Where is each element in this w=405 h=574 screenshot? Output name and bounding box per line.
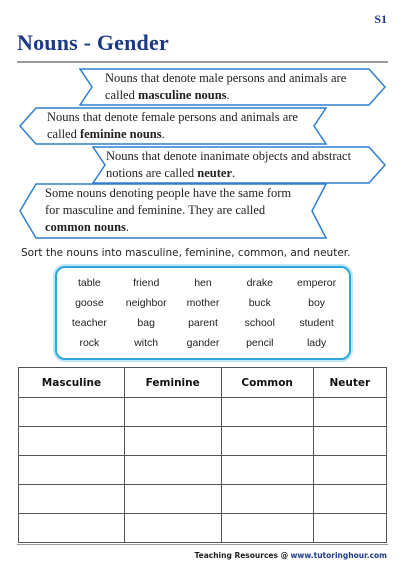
- word-bank-item: bag: [137, 317, 155, 329]
- answer-cell[interactable]: [124, 427, 221, 456]
- footer-label: Teaching Resources @: [194, 551, 289, 560]
- answer-cell[interactable]: [19, 456, 125, 485]
- word-bank-item: neighbor: [125, 297, 167, 309]
- page-code: S1: [374, 12, 387, 26]
- keyword-feminine-nouns: feminine nouns: [79, 127, 162, 141]
- word-bank-item: buck: [248, 297, 271, 309]
- answer-cell[interactable]: [221, 485, 313, 514]
- answer-cell[interactable]: [313, 427, 386, 456]
- table-row: [19, 398, 387, 427]
- word-bank-item: gander: [186, 337, 220, 349]
- sorting-table: [18, 367, 387, 543]
- definition-text: Nouns that denote female persons and animals are called feminine nouns.: [47, 110, 298, 141]
- word-bank-item: witch: [134, 337, 159, 349]
- answer-cell[interactable]: [221, 398, 313, 427]
- definition-banner-common: [19, 183, 328, 239]
- definition-banner-neuter: [92, 146, 387, 184]
- word-bank-item: boy: [308, 297, 326, 309]
- word-bank-item: emperor: [297, 277, 337, 289]
- page-title: Nouns - Gender: [17, 30, 169, 55]
- answer-cell[interactable]: [19, 485, 125, 514]
- column-header-common: Common: [221, 368, 313, 398]
- answer-cell[interactable]: [19, 427, 125, 456]
- word-bank-item: friend: [133, 277, 160, 289]
- title-divider: [17, 61, 388, 63]
- word-bank-item: school: [244, 317, 275, 329]
- table-row: [19, 456, 387, 485]
- table-row: [19, 485, 387, 514]
- word-bank-item: teacher: [71, 317, 107, 329]
- word-bank-item: student: [299, 317, 334, 329]
- keyword-common-nouns: common nouns: [45, 220, 126, 234]
- word-bank-item: goose: [75, 297, 104, 309]
- answer-cell[interactable]: [221, 514, 313, 543]
- definition-text: Some nouns denoting people have the same form for masculine and feminine. They are called common nouns.: [45, 186, 292, 234]
- word-bank-item: pencil: [246, 337, 274, 349]
- answer-cell[interactable]: [221, 427, 313, 456]
- footer-link[interactable]: www.tutoringhour.com: [290, 551, 387, 560]
- column-header-neuter: Neuter: [313, 368, 386, 398]
- answer-cell[interactable]: [313, 456, 386, 485]
- definition-banner-feminine: [19, 107, 328, 145]
- word-bank-item: parent: [188, 317, 218, 329]
- answer-cell[interactable]: [19, 514, 125, 543]
- definition-banner-masculine: [79, 68, 387, 106]
- answer-cell[interactable]: [313, 398, 386, 427]
- word-bank: [55, 266, 351, 360]
- definition-text: Nouns that denote male persons and animals are called masculine nouns.: [105, 71, 347, 102]
- word-bank-item: lady: [306, 337, 327, 349]
- table-row: [19, 427, 387, 456]
- word-bank-item: table: [78, 277, 101, 289]
- answer-cell[interactable]: [313, 514, 386, 543]
- instruction-text: Sort the nouns into masculine, feminine, common, and neuter.: [21, 247, 351, 259]
- answer-cell[interactable]: [313, 485, 386, 514]
- keyword-neuter: neuter: [197, 166, 233, 180]
- answer-cell[interactable]: [124, 514, 221, 543]
- answer-cell[interactable]: [19, 398, 125, 427]
- keyword-masculine-nouns: masculine nouns: [137, 88, 227, 102]
- word-bank-item: rock: [79, 337, 100, 349]
- answer-cell[interactable]: [221, 456, 313, 485]
- footer-credit: [195, 551, 388, 560]
- word-bank-item: drake: [246, 277, 273, 289]
- word-bank-item: hen: [194, 277, 212, 289]
- footer-divider: [17, 544, 388, 545]
- answer-cell[interactable]: [124, 398, 221, 427]
- word-bank-item: mother: [186, 297, 220, 309]
- definition-text: Nouns that denote inanimate objects and abstract notions are called neuter.: [106, 149, 352, 180]
- column-header-masculine: Masculine: [19, 368, 125, 398]
- answer-cell[interactable]: [124, 485, 221, 514]
- column-header-feminine: Feminine: [124, 368, 221, 398]
- table-row: [19, 514, 387, 543]
- answer-cell[interactable]: [124, 456, 221, 485]
